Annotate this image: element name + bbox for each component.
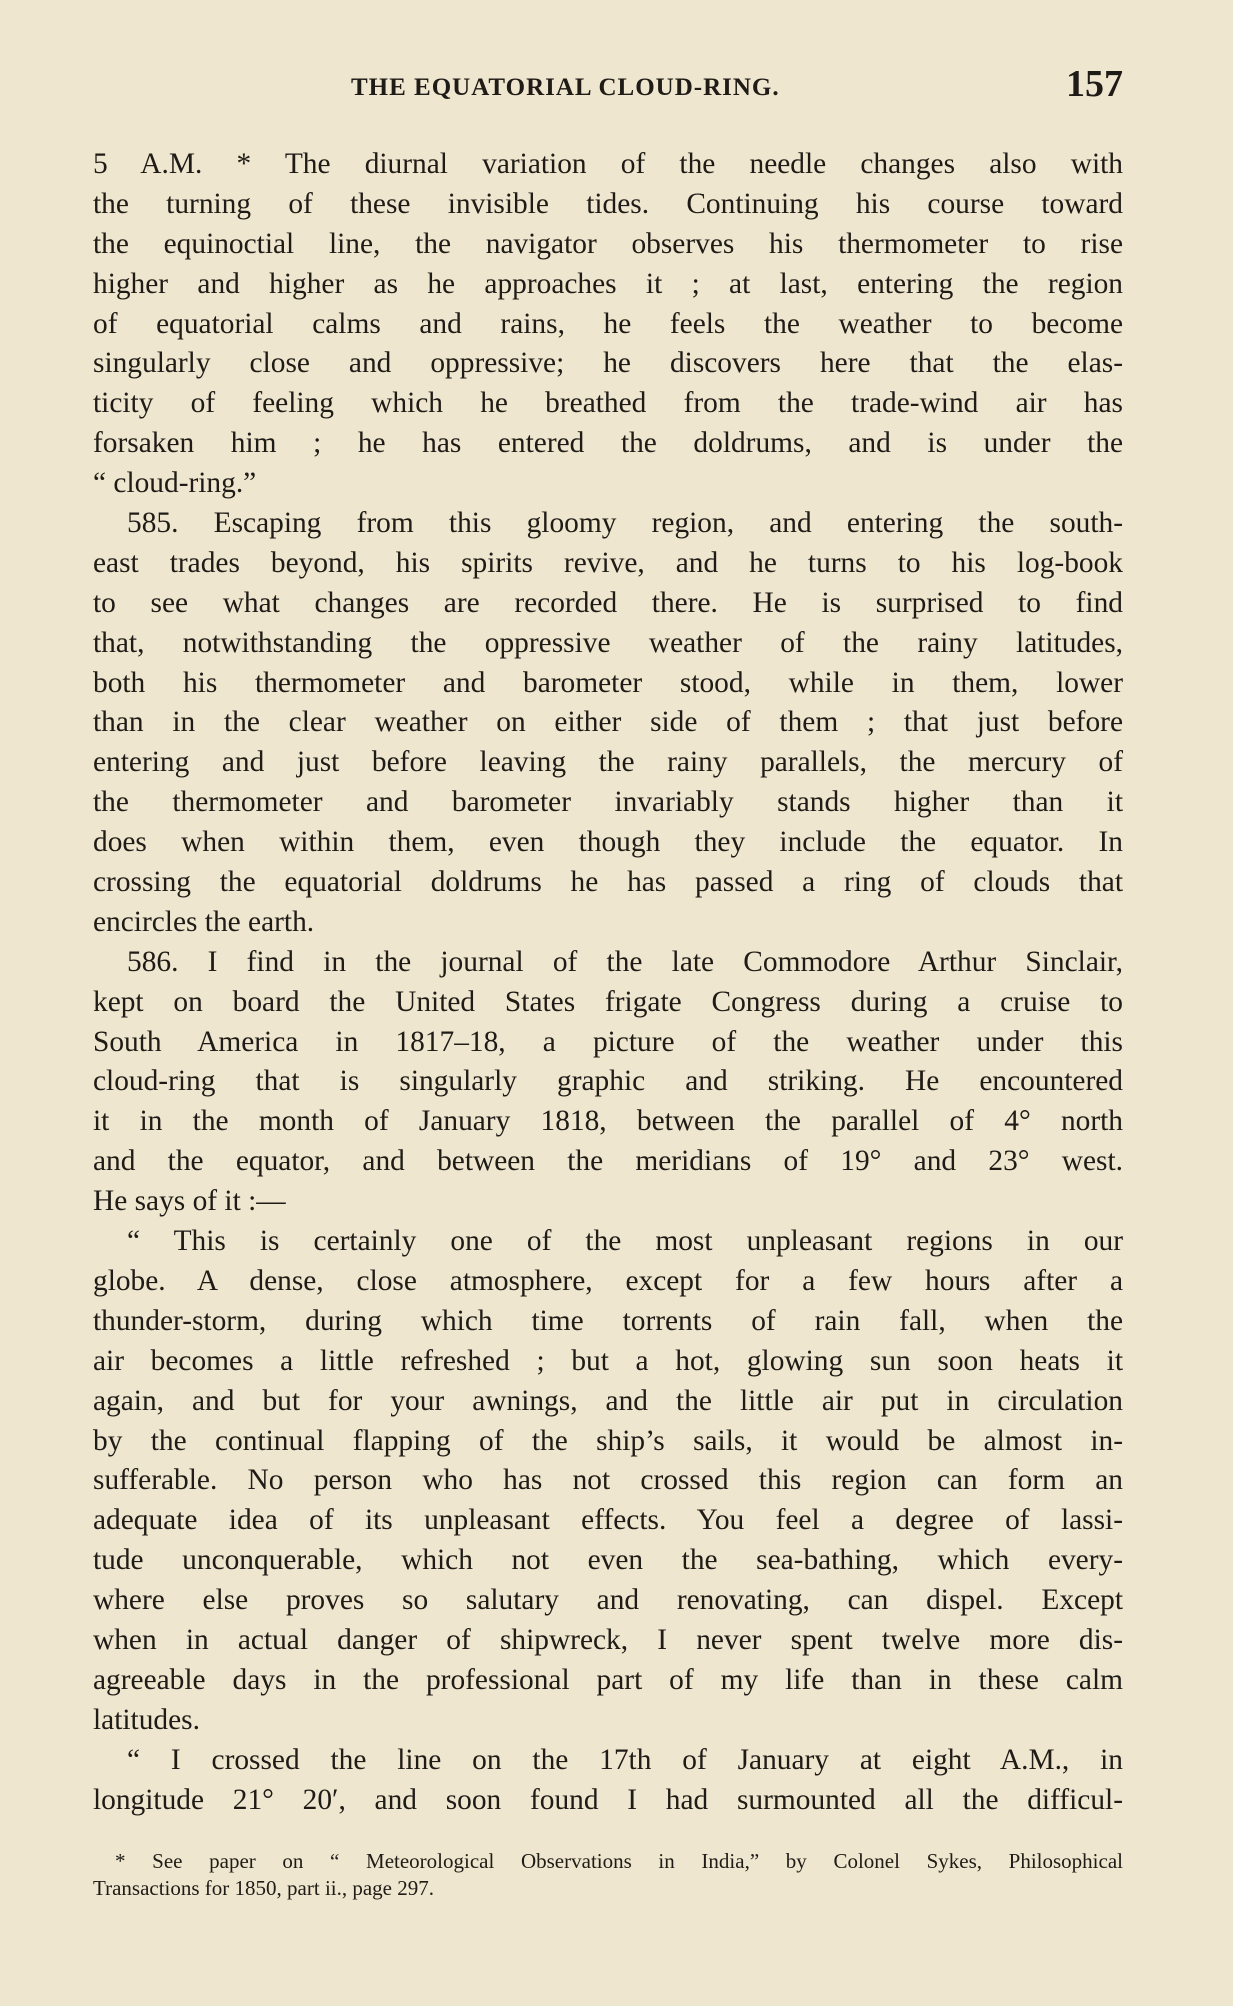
text-line: kept on board the United States frigate Congress during a cruise to [93, 985, 1123, 1018]
text-line: entering and just before leaving the rainy parallels, the mercury of [93, 746, 1123, 779]
text-line: that, notwithstanding the oppressive weather of the rainy latitudes, [93, 626, 1123, 659]
text-line: tude unconquerable, which not even the sea-bathing, which every- [93, 1544, 1123, 1577]
text-line: crossing the equatorial doldrums he has passed a ring of clouds that [93, 866, 1123, 899]
text-line: agreeable days in the professional part of my life than in these calm [93, 1663, 1123, 1696]
text-line: forsaken him ; he has entered the doldrums, and is under the [93, 427, 1123, 460]
text-line: South America in 1817–18, a picture of the weather under this [93, 1025, 1123, 1058]
text-line: singularly close and oppressive; he discovers here that the elas- [93, 347, 1123, 380]
text-line: He says of it :— [93, 1185, 286, 1218]
text-line: globe. A dense, close atmosphere, except for a few hours after a [93, 1264, 1123, 1297]
text-line: “ This is certainly one of the most unpleasant regions in our [127, 1225, 1123, 1258]
text-line: “ cloud-ring.” [93, 467, 257, 500]
text-line: when in actual danger of shipwreck, I never spent twelve more dis- [93, 1623, 1123, 1656]
text-line: cloud-ring that is singularly graphic and striking. He encountered [93, 1065, 1123, 1098]
text-line: the equinoctial line, the navigator observes his thermometer to rise [93, 227, 1123, 260]
text-line: 5 A.M. * The diurnal variation of the needle changes also with [93, 148, 1123, 180]
text-line: to see what changes are recorded there. He is surprised to find [93, 586, 1123, 619]
text-line: does when within them, even though they include the equator. In [93, 826, 1123, 859]
text-line: of equatorial calms and rains, he feels the weather to become [93, 307, 1123, 340]
footnote [93, 1848, 1123, 1902]
text-line: sufferable. No person who has not crossed this region can form an [93, 1464, 1123, 1497]
text-line: and the equator, and between the meridians of 19° and 23° west. [93, 1145, 1123, 1178]
text-line: latitudes. [93, 1703, 200, 1736]
text-line: it in the month of January 1818, between the parallel of 4° north [93, 1105, 1123, 1138]
text-line: by the continual flapping of the ship’s sails, it would be almost in- [93, 1424, 1123, 1457]
text-line: the turning of these invisible tides. Continuing his course toward [93, 187, 1123, 220]
text-line: air becomes a little refreshed ; but a hot, glowing sun soon heats it [93, 1344, 1123, 1377]
running-title: THE EQUATORIAL CLOUD-RING. [351, 74, 780, 101]
text-line: thunder-storm, during which time torrents of rain fall, when the [93, 1304, 1123, 1337]
text-line: higher and higher as he approaches it ; at last, entering the region [93, 267, 1123, 300]
text-line: again, and but for your awnings, and the little air put in circulation [93, 1384, 1123, 1417]
page-number: 157 [1066, 63, 1123, 105]
text-line: ticity of feeling which he breathed from the trade-wind air has [93, 387, 1123, 420]
footnote-line: Transactions for 1850, part ii., page 297. [93, 1876, 435, 1900]
text-line: “ I crossed the line on the 17th of January at eight A.M., in [127, 1743, 1123, 1776]
text-line: encircles the earth. [93, 905, 315, 938]
text-line: than in the clear weather on either side of them ; that just before [93, 706, 1123, 739]
body-text [93, 145, 1123, 1820]
text-line: adequate idea of its unpleasant effects. You feel a degree of lassi- [93, 1504, 1123, 1537]
footnote-line: * See paper on “ Meteorological Observations in India,” by Colonel Sykes, Philosophical [115, 1849, 1123, 1873]
text-line: east trades beyond, his spirits revive, and he turns to his log-book [93, 546, 1123, 579]
text-line: 585. Escaping from this gloomy region, and entering the south- [127, 507, 1123, 540]
text-line: where else proves so salutary and renovating, can dispel. Except [93, 1584, 1123, 1617]
text-line: the thermometer and barometer invariably stands higher than it [93, 786, 1123, 819]
page-header [93, 62, 1123, 110]
text-line: 586. I find in the journal of the late Commodore Arthur Sinclair, [127, 945, 1123, 978]
text-line: longitude 21° 20′, and soon found I had surmounted all the difficul- [93, 1783, 1123, 1816]
text-line: both his thermometer and barometer stood, while in them, lower [93, 666, 1123, 699]
